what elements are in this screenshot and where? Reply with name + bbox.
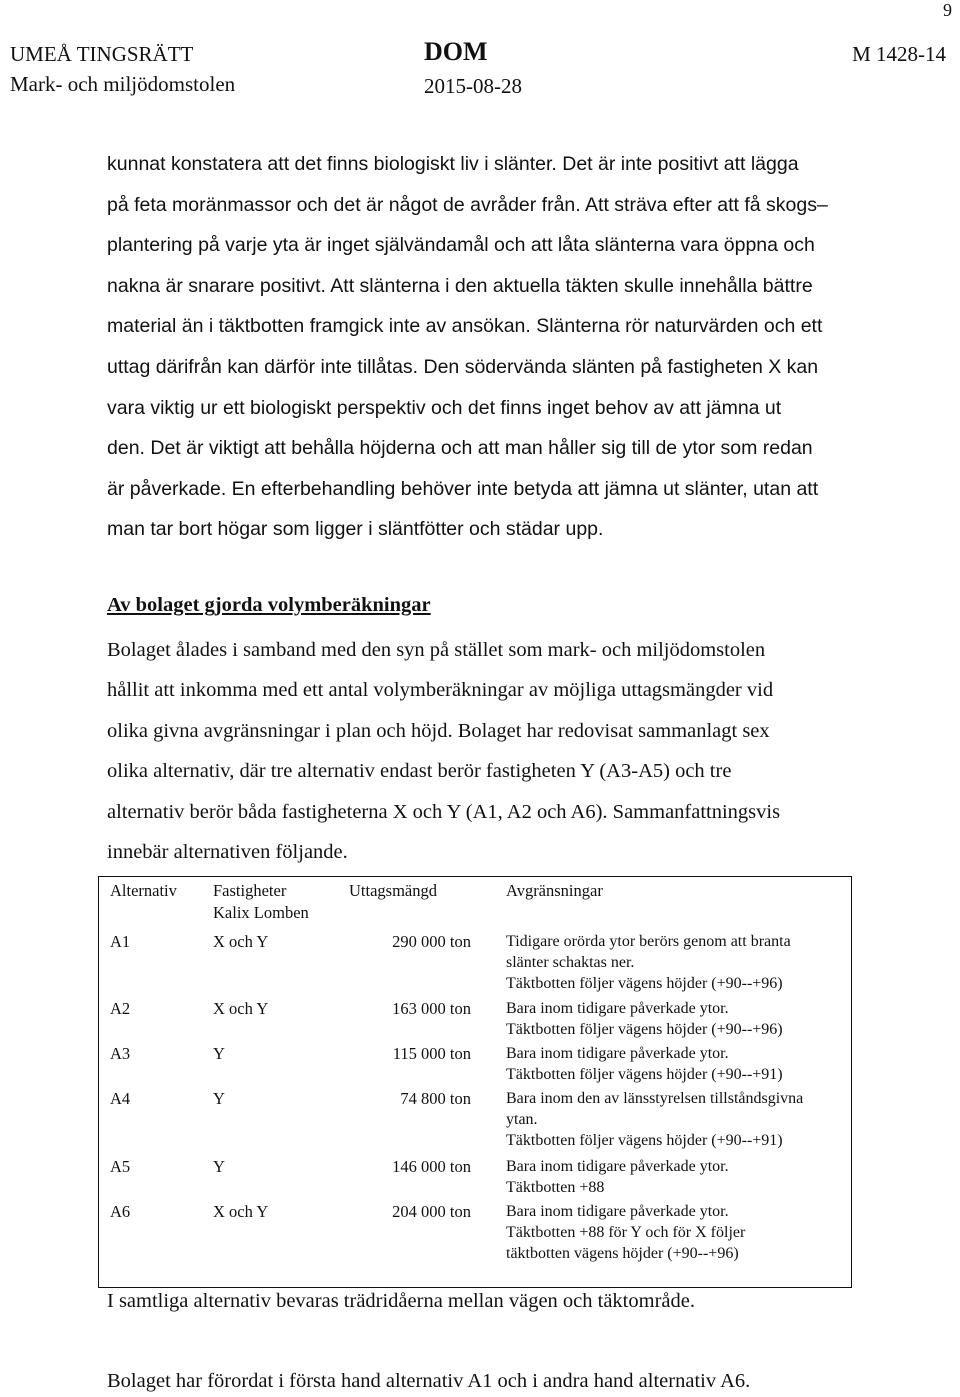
text-line: alternativ berör båda fastigheterna X och Y (A1, A2 och A6). Sammanfattningsvis (107, 800, 781, 823)
boundary-line: Bara inom tidigare påverkade ytor. (506, 1203, 729, 1220)
text-line: nakna är snarare positivt. Att slänterna i den aktuella täkten skulle innehålla bättre (107, 274, 813, 297)
cell-quantity: 163 000 ton (392, 999, 471, 1018)
text-line: vara viktig ur ett biologiskt perspektiv och det finns inget behov av att jämna ut (107, 396, 782, 419)
boundary-line: Bara inom tidigare påverkade ytor. (506, 1045, 729, 1062)
text-line: uttag därifrån kan därför inte tillåtas. Den södervända slänten på fastigheten X kan (107, 355, 819, 378)
boundary-line: Täktbotten +88 (506, 1179, 605, 1196)
cell-boundaries (495, 1085, 852, 1153)
cell-properties: X och Y (213, 932, 269, 951)
header-properties (210, 877, 345, 929)
cell-quantity: 74 800 ton (400, 1089, 471, 1108)
boundary-line: Täktbotten följer vägens höjder (+90--+96) (506, 1021, 783, 1038)
cell-boundaries (495, 1040, 852, 1085)
table-row (99, 995, 852, 1040)
court-division: Mark- och miljödomstolen (10, 72, 236, 96)
text-line: man tar bort högar som ligger i släntfötter och städar upp. (107, 518, 604, 541)
case-number: M 1428-14 (852, 42, 946, 66)
cell-quantity: 204 000 ton (392, 1202, 471, 1221)
boundary-line: Bara inom tidigare påverkade ytor. (506, 1000, 729, 1017)
text-line: Bolaget ålades i samband med den syn på stället som mark- och miljödomstolen (107, 639, 766, 661)
cell-quantity: 146 000 ton (392, 1157, 471, 1176)
boundary-line: Täktbotten +88 för Y och för X följer (506, 1224, 746, 1241)
text-line: är påverkade. En efterbehandling behöver inte betyda att jämna ut slänter, utan att (107, 477, 819, 500)
preferred-alternative: Bolaget har förordat i första hand alternativ A1 och i andra hand alternativ A6. (107, 1370, 751, 1392)
court-name: UMEÅ TINGSRÄTT (10, 42, 194, 66)
cell-properties: X och Y (213, 999, 269, 1018)
text-line: hållit att inkomma med ett antal volymberäkningar av möjliga uttagsmängder vid (107, 679, 774, 702)
text-line: innebär alternativen följande. (107, 840, 348, 863)
alternatives-table (98, 876, 852, 1288)
cell-properties: X och Y (213, 1202, 269, 1221)
boundary-line: slänter schaktas ner. (506, 954, 635, 971)
table-row (99, 1085, 852, 1153)
cell-alternative: A4 (110, 1089, 131, 1108)
cell-boundaries (495, 995, 852, 1040)
cell-alternative: A1 (110, 932, 131, 951)
text-line: den. Det är viktigt att behålla höjderna och att man håller sig till de ytor som redan (107, 437, 813, 460)
boundary-line: Täktbotten följer vägens höjder (+90--+91) (506, 1066, 783, 1083)
boundary-line: Täktbotten följer vägens höjder (+90--+91) (506, 1132, 783, 1149)
table-row (99, 928, 852, 995)
header-boundaries: Avgränsningar (506, 881, 603, 900)
cell-alternative: A2 (110, 999, 131, 1018)
text-line: material än i täktbotten framgick inte av ansökan. Slänterna rör naturvärden och ett (107, 315, 823, 338)
text-line: på feta moränmassor och det är något de avråder från. Att sträva efter att få skogs– (107, 193, 828, 216)
header-alternative: Alternativ (110, 881, 177, 900)
text-line: plantering på varje yta är inget självändamål och att låta slänterna vara öppna och (107, 234, 815, 257)
table-row (99, 1040, 852, 1085)
cell-properties: Y (213, 1157, 225, 1176)
header-properties-line2: Kalix Lomben (213, 903, 309, 922)
cell-properties: Y (213, 1044, 225, 1063)
paragraph-testimony (107, 148, 907, 554)
boundary-line: Bara inom tidigare påverkade ytor. (506, 1158, 729, 1175)
boundary-line: Bara inom den av länsstyrelsen tillståndsgivna (506, 1090, 804, 1107)
cell-alternative: A6 (110, 1202, 131, 1221)
text-line: olika givna avgränsningar i plan och höjd. Bolaget har redovisat sammanlagt sex (107, 719, 770, 742)
cell-boundaries (495, 928, 852, 995)
document-type: DOM (424, 37, 488, 66)
boundary-line: täktbotten vägens höjder (+90--+96) (506, 1245, 739, 1262)
page-number: 9 (943, 0, 952, 20)
cell-alternative: A5 (110, 1157, 131, 1176)
header-quantity: Uttagsmängd (349, 881, 437, 900)
boundary-line: Tidigare orörda ytor berörs genom att branta (506, 933, 791, 950)
boundary-line: Täktbotten följer vägens höjder (+90--+96) (506, 975, 783, 992)
section-heading: Av bolaget gjorda volymberäkningar (107, 594, 431, 616)
table-row (99, 1198, 852, 1288)
cell-properties: Y (213, 1089, 225, 1108)
table-row (99, 1153, 852, 1198)
text-line: kunnat konstatera att det finns biologiskt liv i slänter. Det är inte positivt att lägga (107, 153, 799, 175)
text-line: olika alternativ, där tre alternativ endast berör fastigheten Y (A3-A5) och tre (107, 760, 732, 783)
paragraph-volume-calculations (107, 636, 907, 878)
cell-quantity: 115 000 ton (392, 1044, 471, 1063)
cell-alternative: A3 (110, 1044, 131, 1063)
document-date: 2015-08-28 (424, 74, 522, 98)
tree-screen-note: I samtliga alternativ bevaras trädridåerna mellan vägen och täktområde. (107, 1290, 695, 1312)
cell-boundaries (495, 1153, 852, 1198)
boundary-line: ytan. (506, 1111, 538, 1128)
cell-quantity: 290 000 ton (392, 932, 471, 951)
table-header-row (99, 877, 852, 929)
cell-boundaries (495, 1198, 852, 1288)
header-properties-line1: Fastigheter (213, 881, 287, 900)
